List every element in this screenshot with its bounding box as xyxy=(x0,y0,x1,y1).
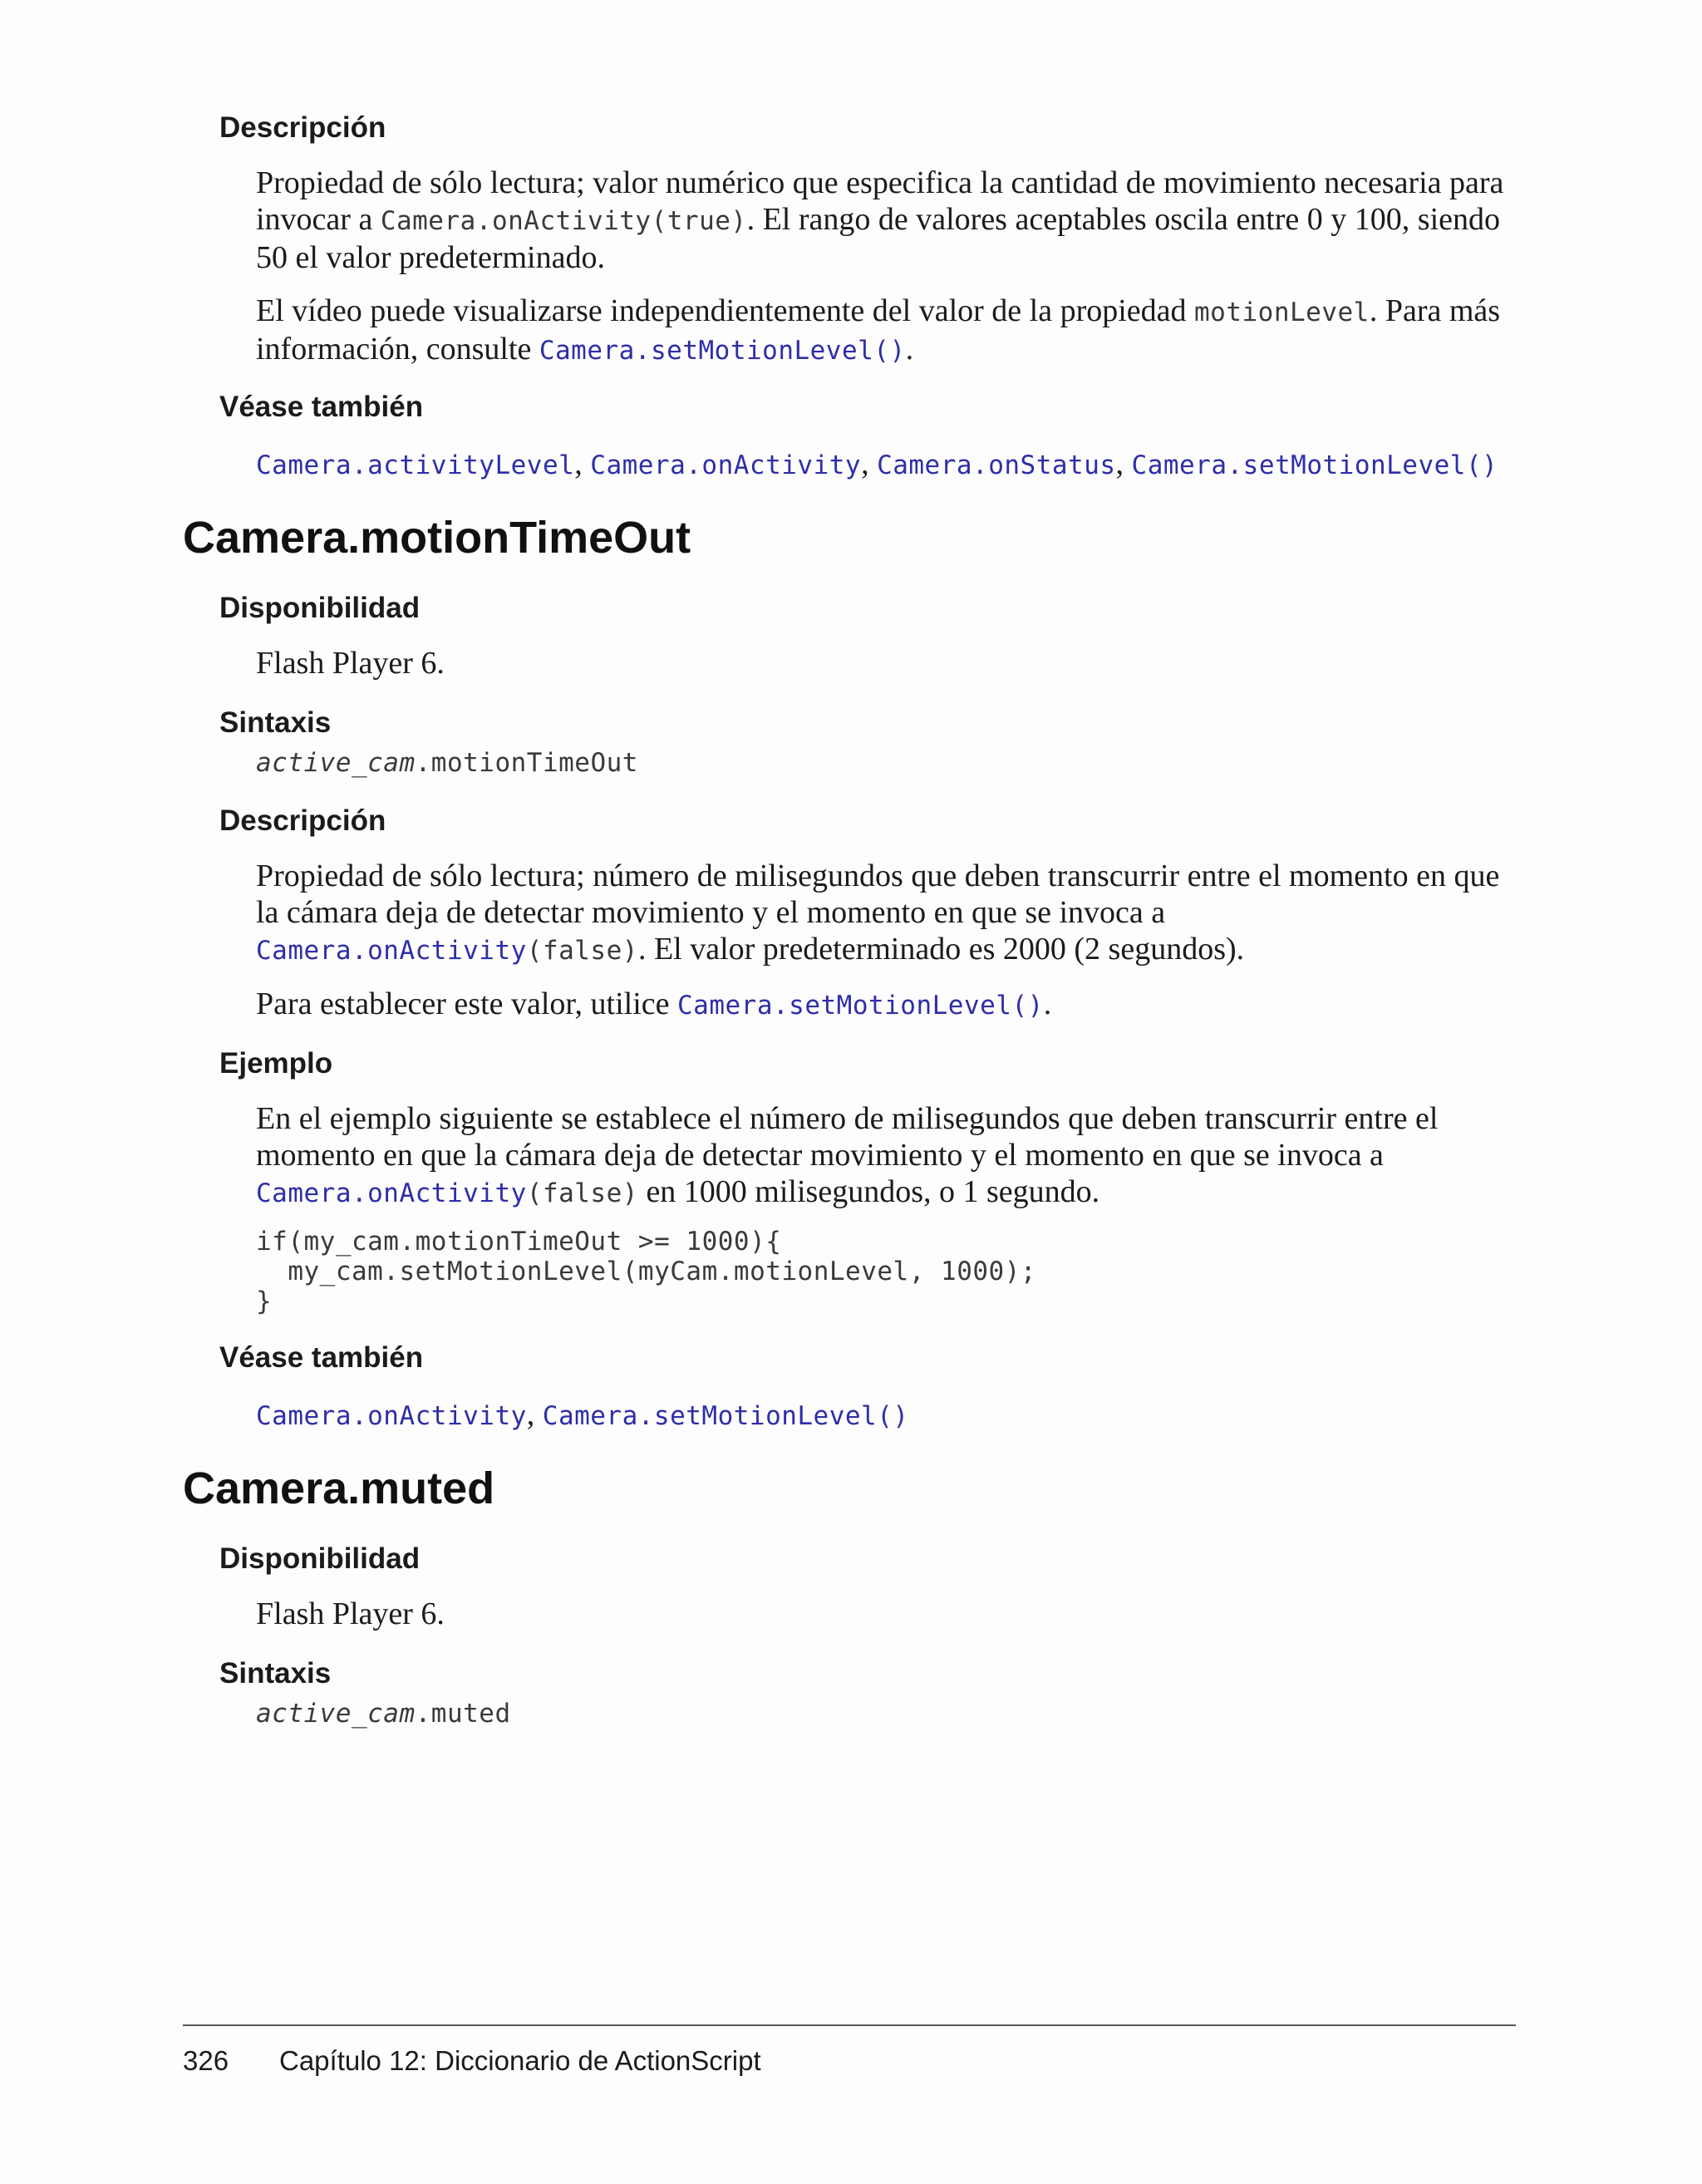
syntax-line: active_cam.muted xyxy=(256,1699,511,1729)
code-line: my_cam.setMotionLevel(myCam.motionLevel, 1000); xyxy=(256,1257,1037,1286)
description-paragraph: Para establecer este valor, utilice Camera.setMotionLevel(). xyxy=(256,986,1052,1021)
code-line: } xyxy=(256,1286,273,1316)
description-paragraph: El vídeo puede visualizarse independientemente del valor de la propiedad motionLevel. Para más información, consulte Camera.setMotionLevel(). xyxy=(256,293,1501,366)
link-onactivity[interactable]: Camera.onActivity xyxy=(590,450,862,480)
page-footer xyxy=(183,2044,761,2078)
description-paragraph: Propiedad de sólo lectura; número de milisegundos que deben transcurrir entre el momento en que la cámara deja de detectar movimiento y el momento en que se invoca a Camera.onActivity(false). El valor predeterminado es 2000 (2 segundos). xyxy=(256,858,1500,967)
syntax-heading: Sintaxis xyxy=(219,1657,332,1690)
link-setmotionlevel[interactable]: Camera.setMotionLevel() xyxy=(539,336,906,366)
section-title-motiontimeout: Camera.motionTimeOut xyxy=(183,513,691,563)
see-also-links: Camera.onActivity, Camera.setMotionLevel() xyxy=(256,1397,909,1432)
link-setmotionlevel[interactable]: Camera.setMotionLevel() xyxy=(542,1401,909,1431)
section-title-muted: Camera.muted xyxy=(183,1463,495,1513)
syntax-heading: Sintaxis xyxy=(219,706,332,739)
link-onstatus[interactable]: Camera.onStatus xyxy=(877,450,1116,480)
link-setmotionlevel[interactable]: Camera.setMotionLevel() xyxy=(677,991,1044,1021)
description-paragraph: Propiedad de sólo lectura; valor numérico que especifica la cantidad de movimiento necesaria para invocar a Camera.onActivity(true). El rango de valores aceptables oscila entre 0 y 100, siendo 50 el valor predeterminado. xyxy=(256,165,1504,275)
availability-text: Flash Player 6. xyxy=(256,1596,445,1631)
example-paragraph: En el ejemplo siguiente se establece el número de milisegundos que deben transcurrir entre el momento en que la cámara deja de detectar movimiento y el momento en que se invoca a Camera.onActivity(false) en 1000 milisegundos, o 1 segundo. xyxy=(256,1101,1439,1209)
availability-heading: Disponibilidad xyxy=(219,1542,421,1575)
availability-heading: Disponibilidad xyxy=(219,592,421,624)
link-onactivity[interactable]: Camera.onActivity xyxy=(256,936,527,966)
example-heading: Ejemplo xyxy=(219,1047,333,1080)
link-onactivity[interactable]: Camera.onActivity xyxy=(256,1401,527,1431)
code-inline: Camera.onActivity(true) xyxy=(380,206,747,236)
link-setmotionlevel[interactable]: Camera.setMotionLevel() xyxy=(1131,450,1498,480)
see-also-links: Camera.activityLevel, Camera.onActivity, Camera.onStatus, Camera.setMotionLevel() xyxy=(256,446,1498,481)
page-number: 326 xyxy=(183,2045,229,2076)
footer-rule xyxy=(183,2024,1516,2026)
syntax-line: active_cam.motionTimeOut xyxy=(256,748,638,778)
link-onactivity[interactable]: Camera.onActivity xyxy=(256,1178,527,1208)
link-activitylevel[interactable]: Camera.activityLevel xyxy=(256,450,575,480)
code-inline: motionLevel xyxy=(1194,298,1370,327)
see-also-heading: Véase también xyxy=(219,1341,424,1374)
description-heading: Descripción xyxy=(219,111,386,144)
availability-text: Flash Player 6. xyxy=(256,646,445,681)
chapter-title: Capítulo 12: Diccionario de ActionScript xyxy=(279,2045,761,2076)
see-also-heading: Véase también xyxy=(219,391,424,423)
description-heading: Descripción xyxy=(219,804,386,837)
code-line: if(my_cam.motionTimeOut >= 1000){ xyxy=(256,1227,782,1257)
